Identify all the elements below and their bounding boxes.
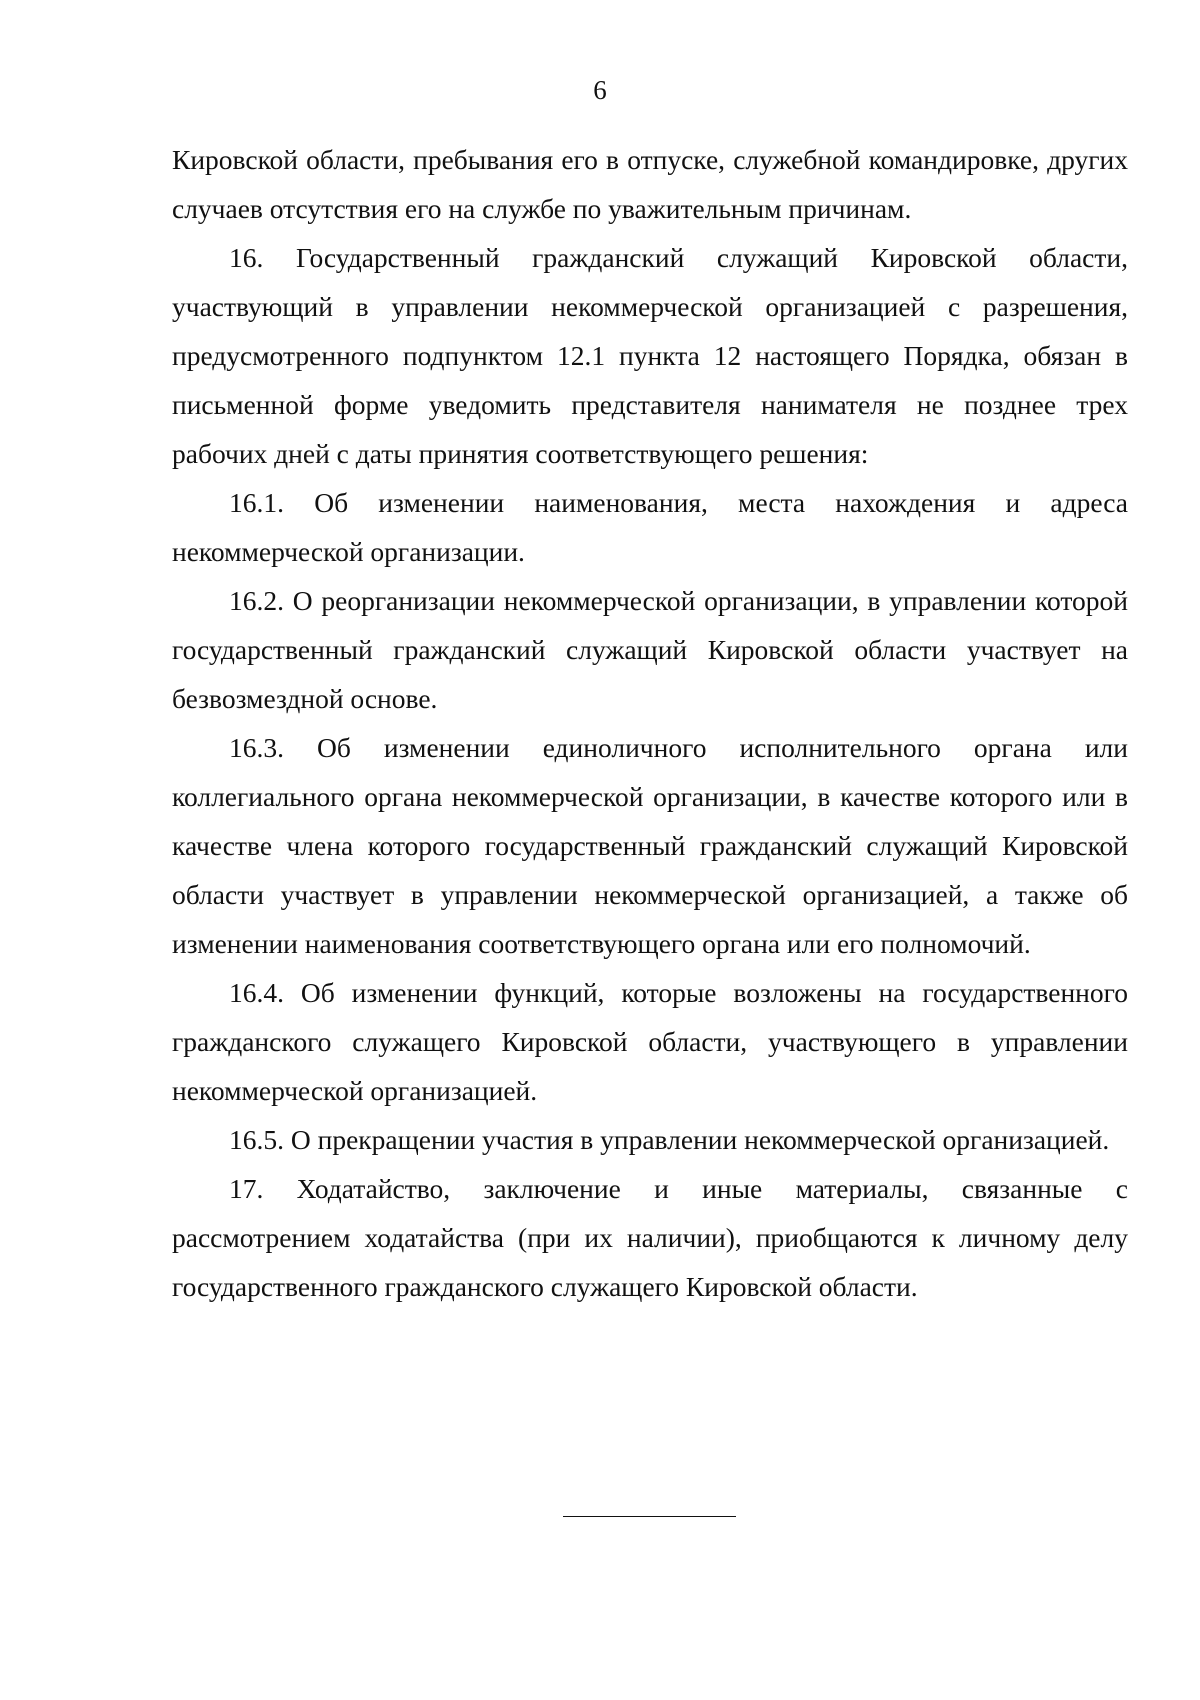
paragraph-17: 17. Ходатайство, заключение и иные материалы, связанные с рассмотрением ходатайства (при их наличии), приобщаются к личному делу государственного гражданского служащего Кировской области. (172, 1173, 1128, 1302)
paragraph-16-5: 16.5. О прекращении участия в управлении некоммерческой организацией. (229, 1124, 1110, 1155)
document-body (172, 135, 1128, 1311)
paragraph-16-3: 16.3. Об изменении единоличного исполнительного органа или коллегиального органа некоммерческой организации, в качестве которого или в качестве члена которого государственный гражданский служащий Кировской области участвует в управлении некоммерческой организацией, а также об изменении наименования соответствующего органа или его полномочий. (172, 732, 1128, 959)
paragraph-16-2: 16.2. О реорганизации некоммерческой организации, в управлении которой государственный гражданский служащий Кировской области участвует на безвозмездной основе. (172, 585, 1128, 714)
paragraph-16: 16. Государственный гражданский служащий Кировской области, участвующий в управлении некоммерческой организацией с разрешения, предусмотренного подпунктом 12.1 пункта 12 настоящего Порядка, обязан в письменной форме уведомить представителя нанимателя не позднее трех рабочих дней с даты принятия соответствующего решения: (172, 242, 1128, 469)
paragraph-16-1: 16.1. Об изменении наименования, места нахождения и адреса некоммерческой организации. (172, 487, 1128, 567)
paragraph-16-4: 16.4. Об изменении функций, которые возложены на государственного гражданского служащего Кировской области, участвующего в управлении некоммерческой организацией. (172, 977, 1128, 1106)
paragraph-continuation: Кировской области, пребывания его в отпуске, служебной командировке, других случаев отсутствия его на службе по уважительным причинам. (172, 144, 1128, 224)
page-number: 6 (593, 75, 607, 105)
closing-rule (563, 1516, 736, 1517)
